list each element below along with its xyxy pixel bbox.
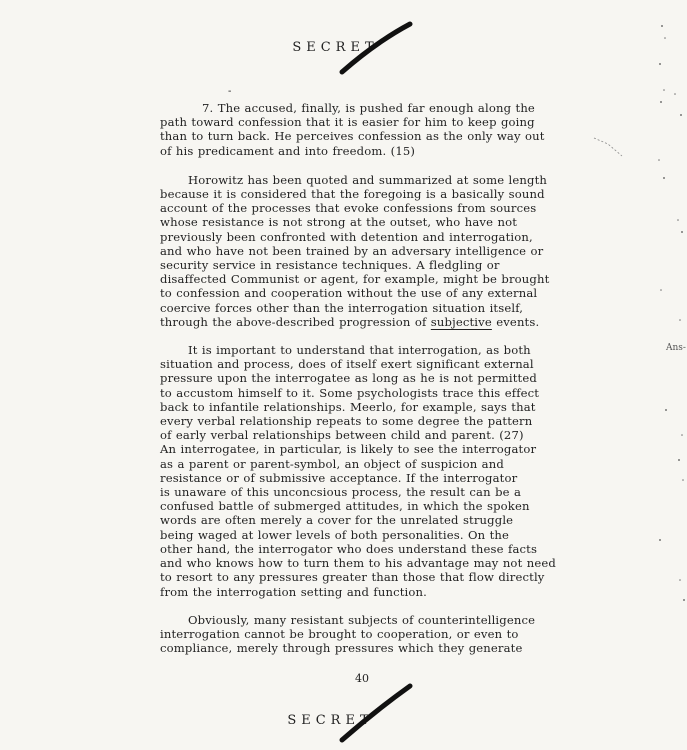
text-line: to resort to any pressures greater than those that flow directly — [160, 570, 545, 585]
text-line: every verbal relationship repeats to some degree the pattern — [160, 414, 533, 429]
text-line: from the interrogation setting and function. — [160, 584, 427, 599]
paragraph-horowitz — [160, 173, 552, 329]
text-line: confused battle of submerged attitudes, in which the spoken — [160, 499, 530, 514]
text-line: than to turn back. He perceives confession as the only way out — [160, 129, 545, 144]
text-line: is unaware of this unconcsious process, the result can be a — [160, 485, 522, 500]
paragraph-obviously — [160, 613, 552, 656]
text-line: other hand, the interrogator who does understand these facts — [160, 541, 538, 556]
text-line: security service in resistance techniques. A fledgling or — [160, 258, 500, 273]
text-line: because it is considered that the foregoing is a basically sound — [160, 187, 545, 202]
text-line: account of the processes that evoke confessions from sources — [160, 201, 537, 216]
body-text — [160, 101, 556, 656]
strike-slash-mark — [336, 682, 416, 744]
text-line: Obviously, many resistant subjects of counterintelligence — [188, 612, 536, 627]
margin-note: Ans- — [666, 343, 686, 353]
text-line: It is important to understand that interrogation, as both — [188, 343, 531, 358]
text-line: Horowitz has been quoted and summarized at some length — [188, 172, 548, 187]
text-line: pressure upon the interrogatee as long as he is not permitted — [160, 371, 537, 386]
underlined-word: subjective — [430, 314, 492, 329]
text-line — [160, 315, 552, 329]
text-line: and who knows how to turn them to his advantage may not need — [160, 556, 556, 571]
text-line: to confession and cooperation without the use of any external — [160, 286, 538, 301]
text-line: being waged at lower levels of both personalities. On the — [160, 527, 510, 542]
text-line: coercive forces other than the interrogation situation itself, — [160, 300, 524, 315]
text-line: situation and process, does of itself exert significant external — [160, 357, 534, 372]
text-line: disaffected Communist or agent, for example, might be brought — [160, 272, 550, 287]
text-line: words are often merely a cover for the unrelated struggle — [160, 513, 514, 528]
page-number: 40 — [355, 672, 369, 685]
stray-mark: - — [228, 86, 232, 97]
text-line: resistance or of submissive acceptance. If the interrogator — [160, 470, 518, 485]
text-line: 7. The accused, finally, is pushed far enough along the — [202, 101, 535, 115]
text-line: to accustom himself to it. Some psychologists trace this effect — [160, 385, 540, 400]
text-line: as a parent or parent-symbol, an object of suspicion and — [160, 456, 504, 471]
text-line: path toward confession that it is easier for him to keep going — [160, 115, 535, 130]
text-line: compliance, merely through pressures which they generate — [160, 641, 523, 656]
classification-marking-bottom: SECRET — [287, 713, 374, 728]
scan-noise-marks — [590, 20, 687, 620]
text-line: previously been confronted with detention and interrogation, — [160, 229, 533, 244]
text-line: and who have not been trained by an adversary intelligence or — [160, 243, 544, 258]
paragraph-7 — [160, 101, 552, 158]
text-line: back to infantile relationships. Meerlo, for example, says that — [160, 399, 536, 414]
strike-slash-mark — [336, 20, 416, 76]
text-line: An interrogatee, in particular, is likely to see the interrogator — [160, 442, 537, 457]
text-fragment: events. — [496, 314, 540, 329]
text-line: of his predicament and into freedom. (15) — [160, 143, 416, 158]
text-fragment: through the above-described progression of — [160, 314, 427, 329]
classification-marking-top: SECRET — [292, 40, 379, 55]
paragraph-important — [160, 343, 556, 599]
text-line: of early verbal relationships between child and parent. (27) — [160, 428, 524, 443]
text-line: whose resistance is not strong at the outset, who have not — [160, 215, 518, 230]
text-line: interrogation cannot be brought to cooperation, or even to — [160, 626, 519, 641]
